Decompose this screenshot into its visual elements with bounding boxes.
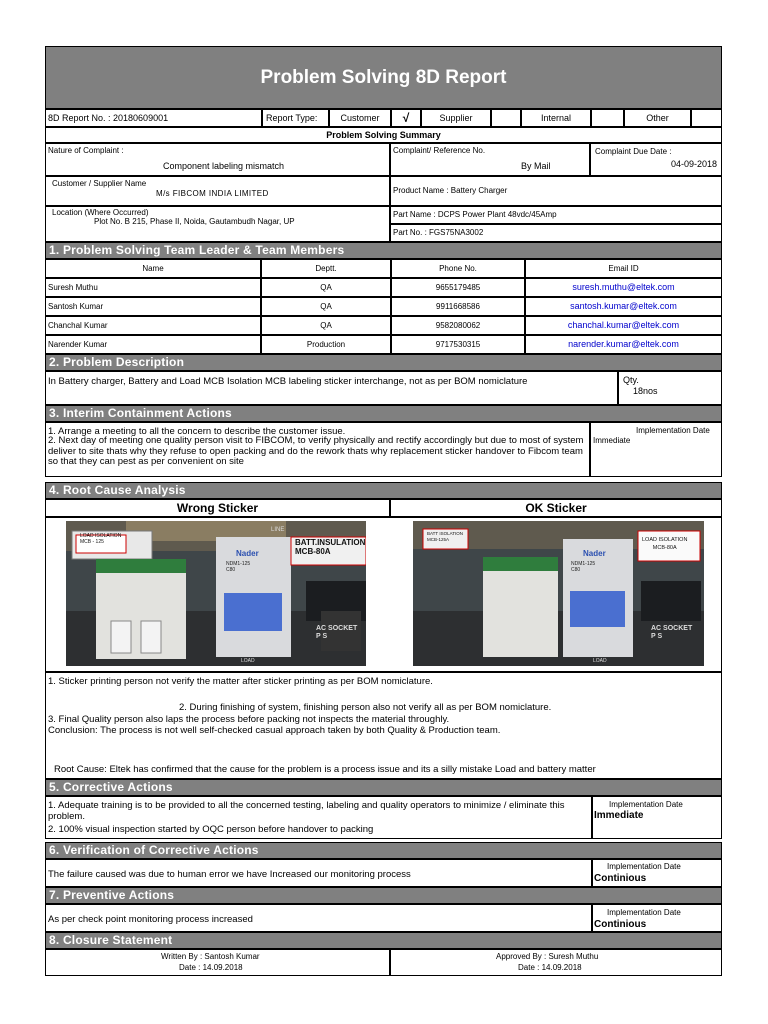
wrong-photo-line-text: LINE	[271, 527, 285, 533]
team-col-dept: Deptt.	[261, 259, 391, 278]
qty-cell	[618, 371, 722, 405]
root-cause-statement: Root Cause: Eltek has confirmed that the cause for the problem is a process issue and its a silly mistake Load and battery matter	[54, 764, 596, 775]
interim-impl-label: Implementation Date	[636, 426, 710, 435]
corrective-impl-label: Implementation Date	[609, 800, 683, 809]
team-row-email[interactable]: santosh.kumar@eltek.com	[525, 297, 722, 316]
report-sheet	[45, 46, 722, 976]
other-check-box	[691, 109, 722, 127]
customer-value: M/s FIBCOM INDIA LIMITED	[156, 189, 269, 198]
team-col-name: Name	[45, 259, 261, 278]
team-row-phone: 9582080062	[391, 316, 525, 335]
report-type-customer: Customer	[329, 109, 391, 127]
approved-date: Date : 14.09.2018	[518, 963, 582, 972]
written-by-cell	[45, 949, 390, 976]
team-row-phone: 9911668586	[391, 297, 525, 316]
nature-value: Component labeling mismatch	[163, 161, 285, 171]
team-row-email[interactable]: chanchal.kumar@eltek.com	[525, 316, 722, 335]
team-row-email[interactable]: narender.kumar@eltek.com	[525, 335, 722, 354]
team-row-phone: 9717530315	[391, 335, 525, 354]
ok-photo-load: LOAD	[593, 658, 607, 664]
interim-impl-value: Immediate	[593, 436, 631, 445]
part-number: Part No. : FGS75NA3002	[390, 224, 722, 242]
interim-line-1: 1. Arrange a meeting to all the concern to describe the customer issue.	[48, 426, 346, 437]
problem-text: In Battery charger, Battery and Load MCB Isolation MCB labeling sticker interchange, not as per BOM nomiclature	[45, 371, 618, 405]
report-type-internal: Internal	[521, 109, 591, 127]
corrective-text-cell	[45, 796, 592, 839]
due-date-cell	[590, 143, 722, 176]
location-value: Plot No. B 215, Phase II, Noida, Gautambudh Nagar, UP	[94, 217, 295, 226]
approved-by-cell	[390, 949, 722, 976]
team-row-name: Chanchal Kumar	[45, 316, 261, 335]
summary-title: Problem Solving Summary	[45, 127, 722, 143]
wrong-photo-model: NDM1-125 C80	[226, 561, 251, 573]
written-date: Date : 14.09.2018	[179, 963, 243, 972]
corrective-line-1: 1. Adequate training is to be provided to all the concerned testing, labeling and quality operators to minimize / eliminate this problem.	[48, 800, 565, 822]
reference-value: By Mail	[521, 161, 551, 171]
wrong-sticker-label: Wrong Sticker	[45, 499, 390, 517]
report-type-other: Other	[624, 109, 691, 127]
ok-photo-socket: AC SOCKET P S	[651, 625, 693, 640]
customer-check-mark: √	[391, 109, 421, 127]
root-line-3: 3. Final Quality person also laps the process before packing not inspects the material throughly.	[48, 714, 450, 725]
wrong-sticker-photo	[66, 521, 366, 666]
corrective-line-2: 2. 100% visual inspection started by OQC person before handover to packing	[48, 824, 374, 835]
root-line-2: 2. During finishing of system, finishing person also not verify all as per BOM nomiclature.	[179, 702, 552, 713]
wrong-photo-socket: AC SOCKET P S	[316, 625, 358, 640]
internal-check-box	[591, 109, 624, 127]
ok-tag-right: LOAD ISOLATION MCB-80A	[642, 537, 688, 551]
reference-label: Complaint/ Reference No.	[393, 146, 486, 155]
location-label: Location (Where Occurred)	[52, 208, 149, 217]
verification-text: The failure caused was due to human error we have Increased our monitoring process	[45, 859, 592, 887]
due-date-value: 04-09-2018	[671, 159, 718, 169]
customer-label: Customer / Supplier Name	[52, 179, 147, 188]
team-row-name: Santosh Kumar	[45, 297, 261, 316]
team-row-dept: Production	[261, 335, 391, 354]
root-cause-section-header: 4. Root Cause Analysis	[45, 482, 722, 499]
product-name: Product Name : Battery Charger	[390, 176, 722, 206]
ok-photo-model: NDM1-125 C80	[571, 561, 596, 573]
verification-section-header: 6. Verification of Corrective Actions	[45, 842, 722, 859]
report-title: Problem Solving 8D Report	[45, 46, 722, 109]
problem-section-header: 2. Problem Description	[45, 354, 722, 371]
preventive-text: As per check point monitoring process increased	[45, 904, 592, 932]
corrective-impl-cell	[592, 796, 722, 839]
report-type-supplier: Supplier	[421, 109, 491, 127]
wrong-tag-left: LOAD ISOLATION MCB - 125	[80, 533, 122, 545]
verification-impl-value: Continious	[594, 873, 647, 884]
team-row-name: Narender Kumar	[45, 335, 261, 354]
corrective-section-header: 5. Corrective Actions	[45, 779, 722, 796]
ok-tag-left: BATT ISOLATION MCB-125A	[427, 531, 464, 542]
interim-text-cell	[45, 422, 590, 477]
written-by: Written By : Santosh Kumar	[161, 952, 260, 961]
preventive-impl-label: Implementation Date	[607, 908, 681, 917]
report-number: 8D Report No. : 20180609001	[45, 109, 262, 127]
team-row-dept: QA	[261, 297, 391, 316]
ok-sticker-photo	[413, 521, 704, 666]
interim-line-2: 2. Next day of meeting one quality person visit to FIBCOM, to verify physically and rectify accordingly but due to most of system deliver to site thats why they refuse to open packing and do the rework thats why replacement sticker handover to Fibcom team so that they can pest as per convenient on site	[48, 435, 584, 467]
qty-label: Qty.	[623, 375, 639, 385]
team-section-header: 1. Problem Solving Team Leader & Team Members	[45, 242, 722, 259]
verification-impl-label: Implementation Date	[607, 862, 681, 871]
team-row-dept: QA	[261, 316, 391, 335]
location-cell	[45, 206, 390, 242]
root-line-1: 1. Sticker printing person not verify the matter after sticker printing as per BOM nomiclature.	[48, 676, 433, 687]
root-cause-text-cell	[45, 672, 722, 779]
verification-impl-cell	[592, 859, 722, 887]
wrong-tag-right: BATT.INSULATION MCB-80A	[295, 538, 366, 556]
interim-section-header: 3. Interim Containment Actions	[45, 405, 722, 422]
wrong-photo-load: LOAD	[241, 658, 255, 664]
corrective-impl-value: Immediate	[594, 810, 644, 821]
due-date-label: Complaint Due Date :	[595, 147, 672, 156]
approved-by: Approved By : Suresh Muthu	[496, 952, 599, 961]
wrong-photo-brand: Nader	[236, 549, 259, 558]
nature-label: Nature of Complaint :	[48, 146, 124, 155]
closure-section-header: 8. Closure Statement	[45, 932, 722, 949]
report-type-label: Report Type:	[262, 109, 329, 127]
ok-sticker-label: OK Sticker	[390, 499, 722, 517]
preventive-section-header: 7. Preventive Actions	[45, 887, 722, 904]
supplier-check-box	[491, 109, 521, 127]
qty-value: 18nos	[633, 386, 658, 396]
reference-cell	[390, 143, 590, 176]
root-line-4: Conclusion: The process is not well self-checked casual approach taken by both Quality & Production team.	[48, 725, 501, 736]
interim-impl-cell	[590, 422, 722, 477]
team-col-phone: Phone No.	[391, 259, 525, 278]
ok-photo-brand: Nader	[583, 549, 606, 558]
team-row-name: Suresh Muthu	[45, 278, 261, 297]
nature-of-complaint-cell	[45, 143, 390, 176]
preventive-impl-cell	[592, 904, 722, 932]
preventive-impl-value: Continious	[594, 919, 647, 930]
team-row-dept: QA	[261, 278, 391, 297]
part-name: Part Name : DCPS Power Plant 48vdc/45Amp	[390, 206, 722, 224]
team-row-email[interactable]: suresh.muthu@eltek.com	[525, 278, 722, 297]
team-row-phone: 9655179485	[391, 278, 525, 297]
team-col-email: Email ID	[525, 259, 722, 278]
customer-cell	[45, 176, 390, 206]
